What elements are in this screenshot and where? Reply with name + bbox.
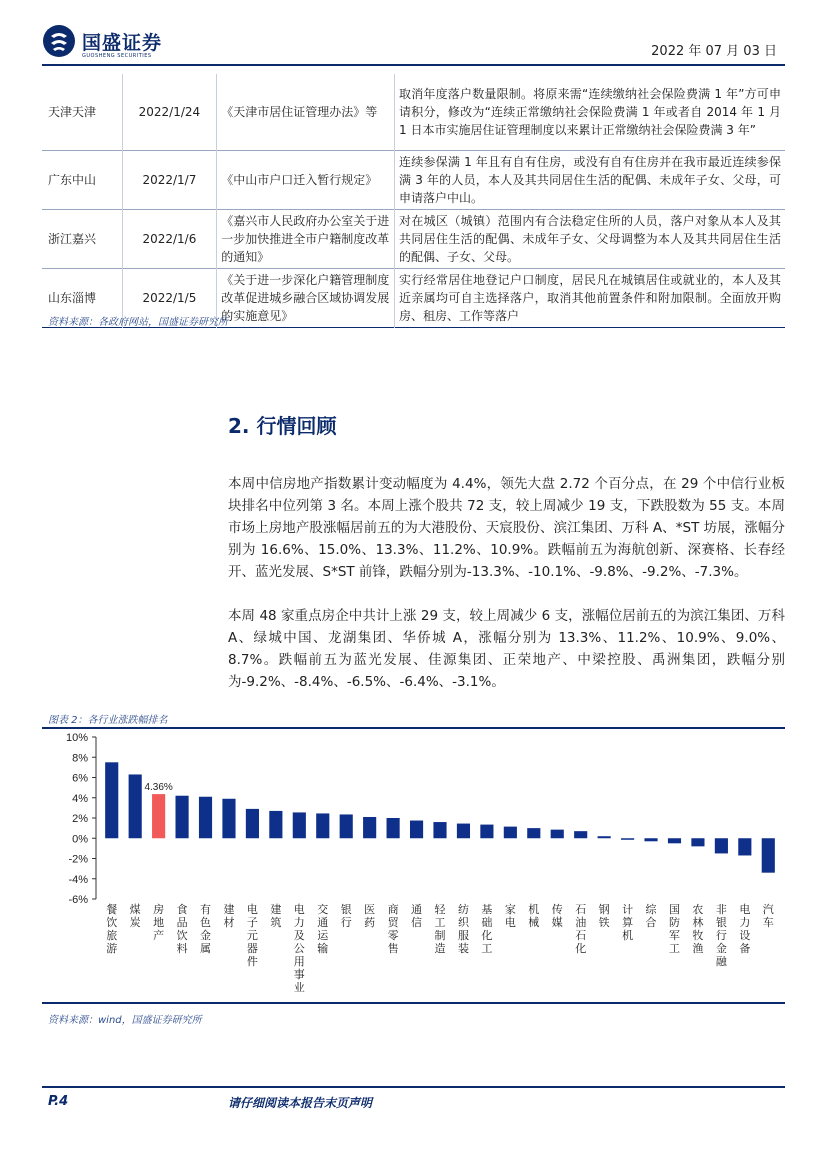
bars [105, 762, 775, 872]
table-row [42, 74, 785, 150]
table-source-note: 资料来源：各政府网站，国盛证券研究所 [48, 317, 228, 328]
x-tick-label: 餐饮旅游 [106, 903, 118, 955]
table-cell-content: 实行经常居住地登记户口制度，居民凡在城镇居住或就业的，本人及其近亲属均可自主选择落户，取消其他前置条件和附加限制。全面放开购房、租房、工作等落户 [399, 272, 781, 323]
table-cell-city: 浙江嘉兴 [48, 231, 97, 246]
table-cell-document: 《中山市户口迁入暂行规定》 [217, 150, 395, 209]
bar [410, 821, 423, 839]
logo-text: 国盛证券 [82, 32, 163, 54]
table-row [42, 209, 785, 268]
bar [105, 762, 118, 838]
bar [176, 796, 189, 839]
policy-table [42, 74, 785, 328]
x-tick-label: 有色金属 [200, 903, 212, 955]
x-tick-label: 银行 [340, 903, 352, 929]
bar [551, 830, 564, 839]
x-tick-label: 通信 [411, 903, 423, 929]
table-cell-date: 2022/1/5 [122, 268, 217, 327]
table-cell-content: 取消年度落户数量限制。将原来需“连续缴纳社会保险费满 1 年”方可申请积分，修改为“连续正常缴纳社会保险费满 1 年或者自 2014 年 1 月 1 日本市实施居住证管理制度以来累计正常缴纳社会保险费满 3 年” [399, 86, 781, 137]
x-tick-label: 医药 [364, 903, 376, 929]
x-tick-label: 非银行金融 [715, 903, 727, 968]
x-tick-label: 国防军工 [668, 903, 680, 955]
footer-disclaimer: 请仔细阅读本报告末页声明 [228, 1096, 373, 1110]
paragraph: 本周中信房地产指数累计变动幅度为 4.4%，领先大盘 2.72 个百分点，在 29 个中信行业板块排名中位列第 3 名。本周上涨个股共 72 支，较上周减少 19 支，下跌股数为 55 支。本周市场上房地产股涨幅居前五的为大港股份、天宸股份、滨江集团、万科 A、*ST 坊展，涨幅分别为 16.6%、15.0%、13.3%、11.2%、10.9%。跌幅前五为海航创新、深赛格、长春经开、蓝光发展、S*ST 前锋，跌幅分别为-13.3%、-10.1%、-9.8%、-9.2%、-7.3%。 [228, 476, 785, 580]
x-tick-label: 纺织服装 [457, 903, 469, 955]
table-cell-document: 《嘉兴市人民政府办公室关于进一步加快推进全市户籍制度改革的通知》 [217, 209, 395, 268]
y-tick-label: 6% [72, 772, 88, 785]
x-axis-labels [106, 902, 774, 994]
bar [152, 794, 165, 838]
table-cell-city: 天津天津 [48, 104, 97, 119]
company-logo [42, 22, 182, 62]
bar [199, 797, 212, 839]
x-tick-label: 食品饮料 [176, 903, 188, 955]
bar [762, 838, 775, 872]
y-tick-label: -4% [68, 873, 88, 886]
y-axis [66, 732, 96, 906]
y-tick-label: 8% [72, 752, 88, 765]
y-tick-label: -6% [68, 894, 88, 906]
bar [644, 838, 657, 841]
footer-divider [42, 1086, 785, 1088]
guosheng-logo-icon [42, 24, 76, 58]
x-tick-label: 机械 [528, 903, 540, 929]
x-tick-label: 交通运输 [317, 903, 329, 955]
x-tick-label: 商贸零售 [387, 903, 399, 955]
table-cell-document: 《关于进一步深化户籍管理制度改革促进城乡融合区域协调发展的实施意见》 [217, 268, 395, 327]
chart-source-note: 资料来源：wind，国盛证券研究所 [48, 1015, 202, 1026]
bar [621, 838, 634, 840]
x-tick-label: 煤炭 [129, 903, 141, 929]
x-tick-label: 综合 [645, 903, 657, 929]
x-tick-label: 钢铁 [598, 903, 610, 929]
table-row [42, 150, 785, 209]
bar [527, 828, 540, 838]
x-tick-label: 电力及公用事业 [293, 903, 305, 994]
report-date: 2022 年 07 月 03 日 [651, 44, 777, 59]
bar [457, 824, 470, 839]
x-tick-label: 石油石化 [575, 903, 587, 955]
table-cell-content: 对在城区（城镇）范围内有合法稳定住所的人员，落户对象从本人及其共同居住生活的配偶、未成年子女、父母调整为本人及其共同居住生活的配偶、子女、父母。 [399, 213, 781, 264]
bar [129, 774, 142, 838]
page-number: P.4 [48, 1094, 69, 1109]
data-label: 4.36% [144, 782, 173, 794]
chart-title: 图表 2：各行业涨跌幅排名 [48, 715, 168, 726]
x-tick-label: 计算机 [622, 903, 634, 942]
logo-subtext: GUOSHENG SECURITIES [82, 53, 152, 59]
bar [363, 817, 376, 838]
bar [504, 827, 517, 839]
x-tick-label: 房地产 [153, 903, 165, 942]
table-cell-date: 2022/1/6 [122, 209, 217, 268]
bar [269, 811, 282, 838]
x-tick-label: 电力设备 [739, 903, 751, 955]
table-cell-content: 连续参保满 1 年且有自有住房，或没有自有住房并在我市最近连续参保满 3 年的人员，本人及其共同居住生活的配偶、未成年子女、父母，可申请落户中山。 [399, 154, 781, 205]
bar [340, 814, 353, 838]
table-cell-document: 《天津市居住证管理办法》等 [217, 74, 395, 150]
industry-ranking-chart [42, 729, 785, 1001]
bar [222, 799, 235, 838]
bar [293, 812, 306, 838]
x-tick-label: 建筑 [270, 903, 282, 929]
x-tick-label: 基础化工 [481, 903, 493, 955]
y-tick-label: 0% [72, 833, 88, 846]
y-tick-label: 2% [72, 813, 88, 825]
x-tick-label: 农林牧渔 [692, 903, 704, 955]
bar [598, 836, 611, 838]
x-tick-label: 轻工制造 [434, 903, 446, 955]
header-divider [42, 64, 785, 66]
bar [387, 818, 400, 838]
bar [691, 838, 704, 846]
bar [738, 838, 751, 855]
bar [433, 822, 446, 838]
x-tick-label: 家电 [504, 903, 516, 929]
y-tick-label: -2% [68, 853, 88, 866]
table-cell-date: 2022/1/24 [122, 74, 217, 150]
x-tick-label: 电子元器件 [246, 903, 258, 968]
bar [480, 825, 493, 839]
x-tick-label: 汽车 [762, 903, 774, 929]
table-cell-city: 广东中山 [48, 172, 97, 187]
bar [316, 813, 329, 838]
chart-bottom-divider [42, 1002, 785, 1004]
bar [246, 809, 259, 838]
paragraph: 本周 48 家重点房企中共计上涨 29 支，较上周减少 6 支，涨幅位居前五的为滨江集团、万科 A、绿城中国、龙湖集团、华侨城 A，涨幅分别为 13.3%、11.2%、10.9%、9.0%、8.7%。跌幅前五为蓝光发展、佳源集团、正荣地产、中梁控股、禹洲集团，跌幅分别为-9.2%、-8.4%、-6.5%、-6.4%、-3.1%。 [228, 608, 785, 690]
bar [715, 838, 728, 853]
x-tick-label: 传媒 [551, 903, 563, 929]
bar [668, 838, 681, 843]
y-tick-label: 10% [65, 732, 88, 744]
table-cell-date: 2022/1/7 [122, 150, 217, 209]
y-tick-label: 4% [72, 792, 88, 805]
table-cell-city: 山东淄博 [48, 290, 97, 305]
section-heading: 2. 行情回顾 [228, 414, 337, 438]
bar [574, 831, 587, 838]
x-tick-label: 建材 [223, 903, 235, 929]
